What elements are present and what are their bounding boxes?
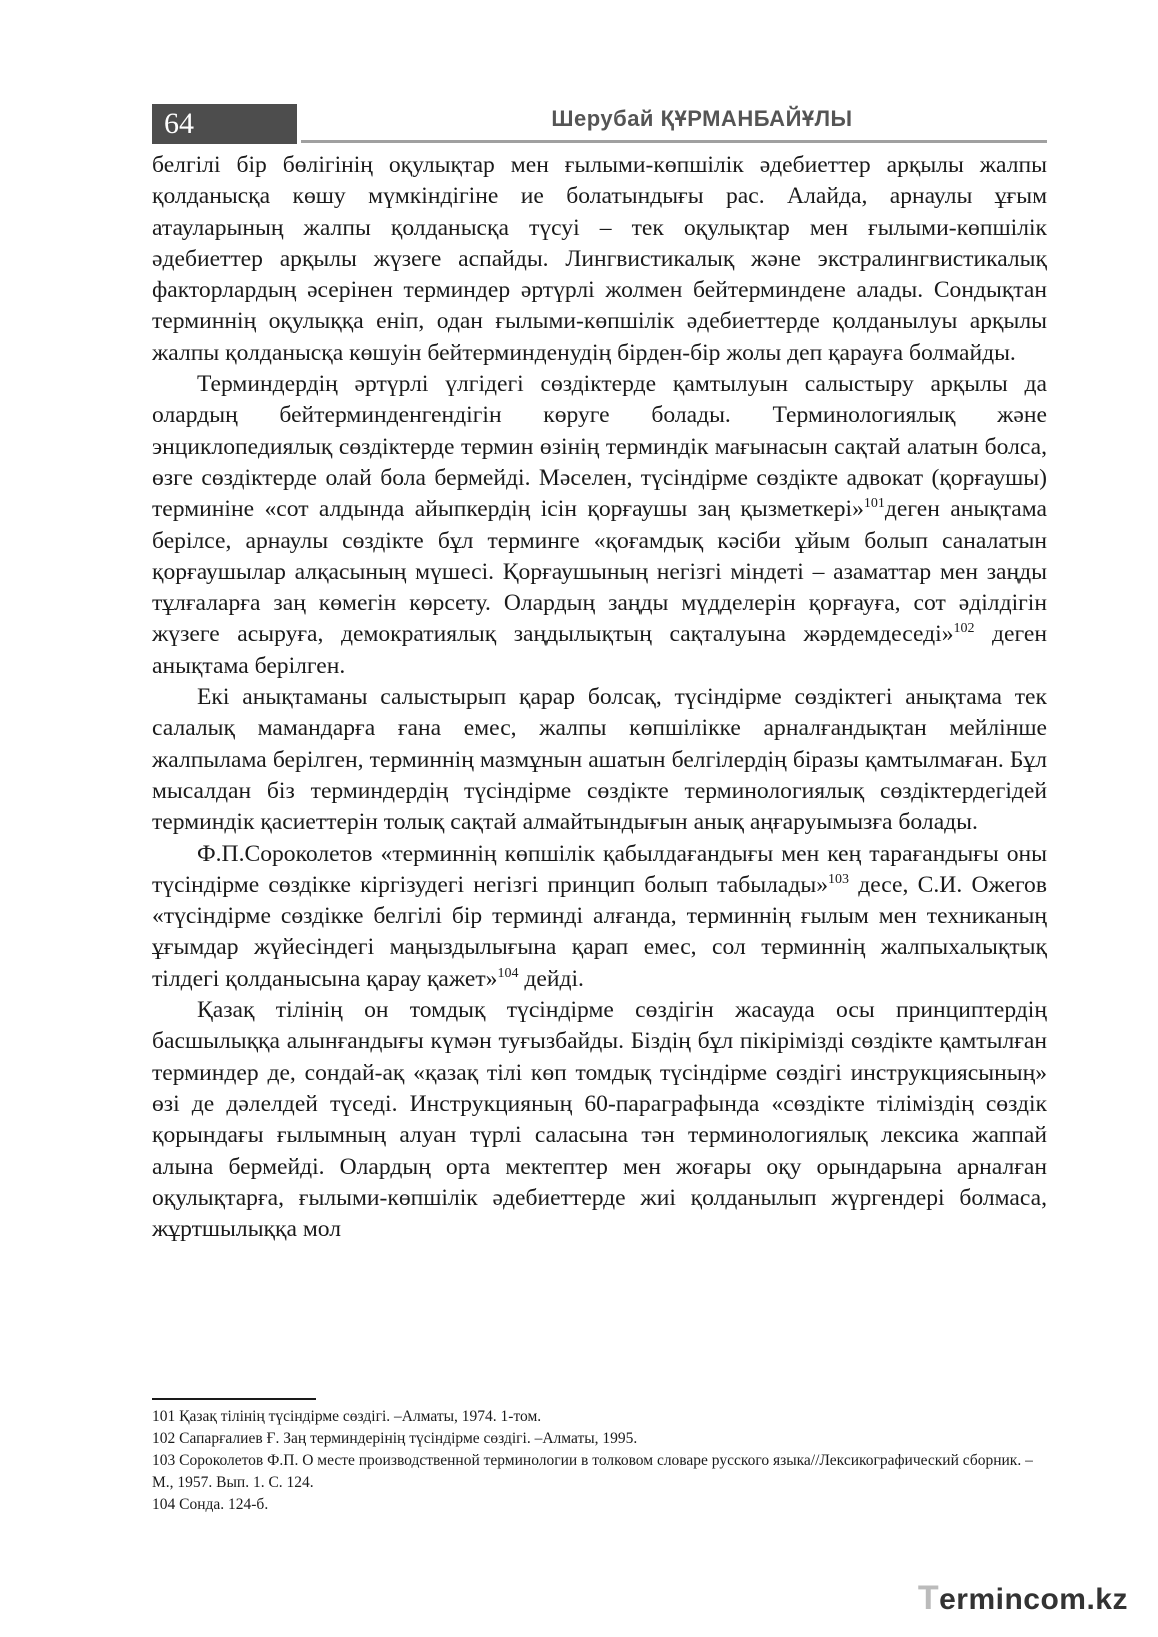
page-number: 64 <box>152 104 297 144</box>
footnote-ref: 103 <box>828 871 849 887</box>
body-text <box>152 150 1047 1245</box>
footnotes <box>152 1406 1047 1516</box>
paragraph <box>152 369 1047 682</box>
paragraph-text: белгілі бір бөлігінің оқулықтар мен ғылыми-көпшілік әдебиеттер арқылы жалпы қолданысқа көшу мүмкіндігіне ие болатындығы рас. Алайда, арнаулы ұғым атауларының жалпы қолданысқа түсуі – тек оқулықтар мен ғылыми-көпшілік әдебиеттер арқылы жүзеге аспайды. Лингвистикалық және экстралингвистикалық факторлардың әсерінен терминдер әртүрлі жолмен бейтерминдене алады. Сондықтан терминнің оқулыққа еніп, одан ғылыми-көпшілік әдебиеттерде қолданылуы арқылы жалпы қолданысқа көшуін бейтерминденудің бірден-бір жолы деп қарауға болмайды. <box>152 152 1047 366</box>
running-head: Шерубай ҚҰРМАНБАЙҰЛЫ <box>551 106 853 131</box>
paragraph <box>152 995 1047 1245</box>
paragraph-text: деген анықтама берілген. <box>152 621 1047 679</box>
watermark-text: ermincom.kz <box>939 1583 1128 1616</box>
paragraph-text: десе, С.И. Ожегов «түсіндірме сөздікке белгілі бір терминді алғанда, терминнің ғылым мен техниканың ұғымдар жүйесіндегі маңыздылығына қарап емес, сол терминнің жалпыхалықтық тілдегі қолданысына қарау қажет» <box>152 871 1047 992</box>
footnote: 101 Қазақ тілінің түсіндірме сөздігі. –Алматы, 1974. 1-том. <box>152 1408 542 1425</box>
header-rule <box>301 140 1047 143</box>
paragraph <box>152 839 1047 995</box>
paragraph-text: Ф.П.Сороколетов «терминнің көпшілік қабылдағандығы мен кең тарағандығы оны түсіндірме сөздікке кіргізудегі негізгі принцип болып табылады» <box>152 840 1047 898</box>
footnote-rule <box>152 1398 316 1400</box>
paragraph-text: дейді. <box>518 965 584 992</box>
footnote-ref: 101 <box>863 496 885 512</box>
site-watermark <box>918 1579 1128 1619</box>
footnote-ref: 104 <box>497 965 519 981</box>
paragraph-text: Терминдердің әртүрлі үлгідегі сөздіктерде қамтылуын салыстыру арқылы да олардың бейтерминденгендігін көруге болады. Терминологиялық және энциклопедиялық сөздіктерде термин өзінің терминдік мағынасын сақтай алатын болса, өзге сөздіктерде олай бола бермейді. Мәселен, түсіндірме сөздікте адвокат (қорғаушы) терминіне «сот алдында айыпкердің ісін қорғаушы заң қызметкері» <box>152 371 1047 523</box>
footnote: 102 Сапарғалиев Ғ. Заң терминдерінің түсіндірме сөздігі. –Алматы, 1995. <box>152 1430 638 1447</box>
paragraph-text: Қазақ тілінің он томдық түсіндірме сөздігін жасауда осы принциптердің басшылыққа алынғандығы күмән туғызбайды. Біздің бұл пікірімізді сөздікте қамтылған терминдер де, сондай-ақ «қазақ тілі көп томдық түсіндірме сөздігі инструкциясының» өзі де дәлелдей түседі. Инструкцияның 60-параграфында «сөздікте тіліміздің сөздік қорындағы ғылымның алуан түрлі саласына тән терминологиялық лексика жаппай алына бермейді. Олардың орта мектептер мен жоғары оқу орындарына арналған оқулықтарға, ғылыми-көпшілік әдебиеттерде жиі қолданылып жүргендері болмаса, жұртшылыққа мол <box>152 997 1047 1243</box>
paragraph <box>152 150 1047 369</box>
footnote-ref: 102 <box>953 621 975 637</box>
paragraph-text: Екі анықтаманы салыстырып қарар болсақ, түсіндірме сөздіктегі анықтама тек салалық мамандарға ғана емес, жалпы көпшілікке арналғандықтан мейлінше жалпылама берілген, терминнің мазмұнын ашатын белгілердің біразы қамтылмаған. Бұл мысалдан біз терминдердің түсіндірме сөздікте терминологиялық сөздіктердегідей терминдік қасиеттерін толық сақтай алмайтындығын анық аңғаруымызға болады. <box>152 684 1047 836</box>
page-header <box>152 104 1047 144</box>
footnote: 104 Сонда. 124-б. <box>152 1496 269 1513</box>
paragraph <box>152 682 1047 838</box>
paragraph-text: деген анықтама берілсе, арнаулы сөздікте бұл терминге «қоғамдық кәсіби ұйым болып саналатын қорғаушылар алқасының мүшесі. Қорғаушының негізгі міндеті – азаматтар мен заңды тұлғаларға заң көмегін көрсету. Олардың заңды мүдделерін қорғауға, сот әділдігін жүзеге асыруға, демократиялық заңдылықтың сақталуына жәрдемдеседі» <box>152 496 1047 648</box>
footnote: 103 Сороколетов Ф.П. О месте производственной терминологии в толковом словаре русского языка//Лексикографический сборник. –М., 1957. Вып. 1. С. 124. <box>152 1452 1033 1491</box>
watermark-logo-mark: T <box>917 1579 940 1617</box>
